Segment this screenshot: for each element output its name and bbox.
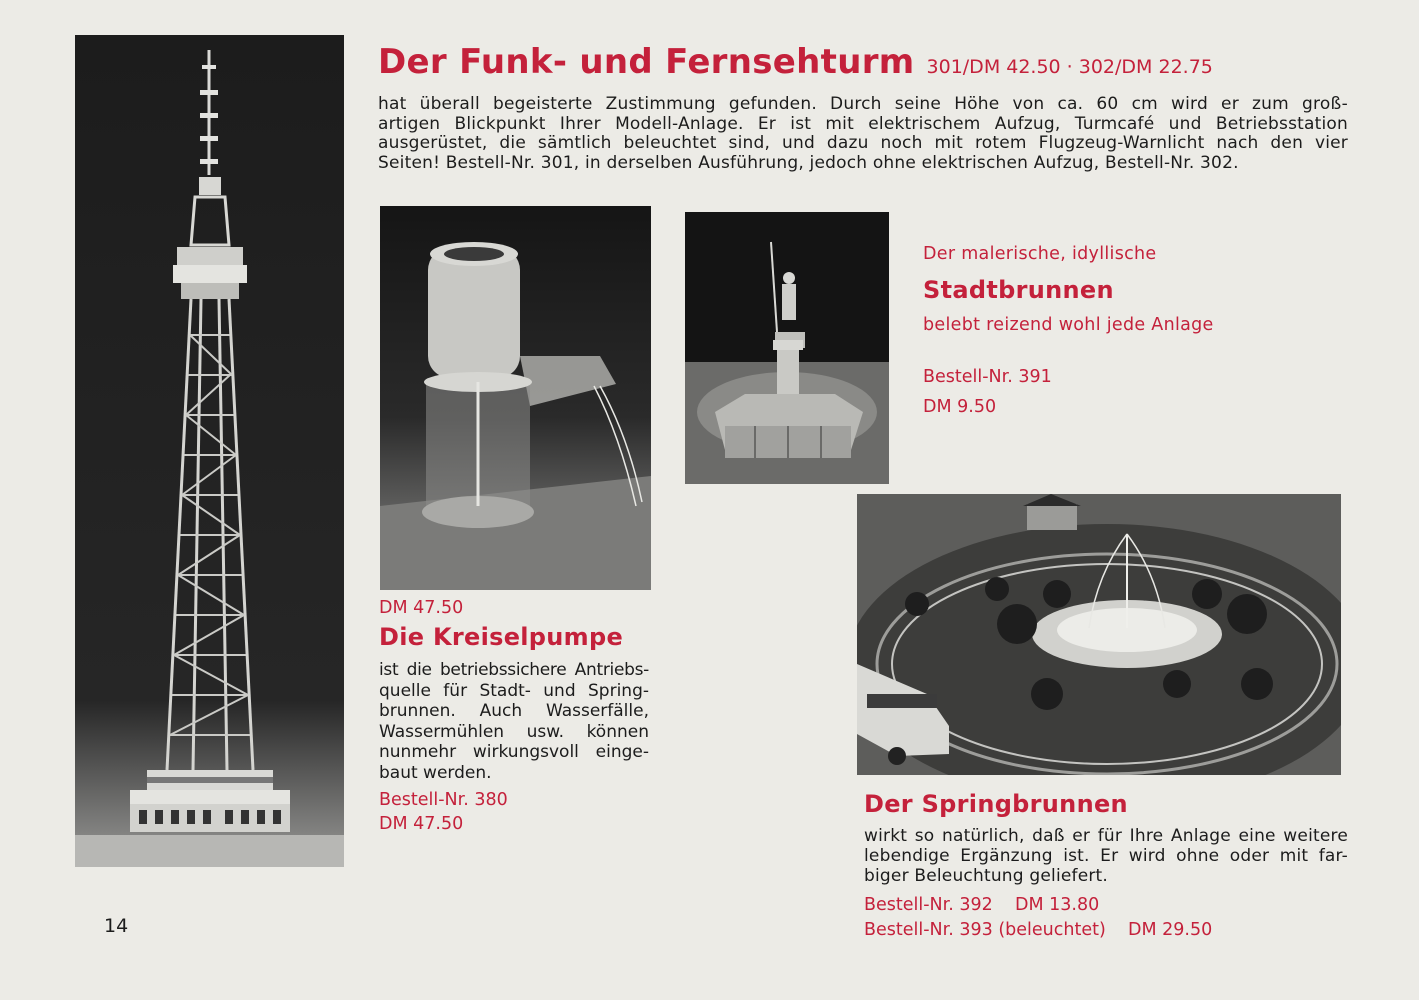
layout-fountain-illustration: [857, 494, 1341, 775]
stadtbrunnen-title: Stadtbrunnen: [923, 276, 1114, 304]
tower-illustration: [75, 35, 344, 867]
springbrunnen-line: lebendige Ergänzung ist. Er wird ohne oder mit far-: [864, 846, 1348, 866]
stadtbrunnen-photo: [685, 212, 889, 484]
tower-heading: [378, 42, 1213, 82]
kreiselpumpe-order-number: Bestell-Nr. 380: [379, 790, 508, 810]
kreiselpumpe-line: baut werden.: [379, 762, 492, 783]
springbrunnen-line: biger Beleuchtung geliefert.: [864, 866, 1109, 886]
tower-description-line: hat überall begeisterte Zustimmung gefunden. Durch seine Höhe von ca. 60 cm wird er zum groß-: [378, 94, 1348, 114]
tower-description-line: artigen Blickpunkt Ihrer Modell-Anlage. Er ist mit elektrischem Aufzug, Turmcafé und Betriebsstation: [378, 113, 1348, 134]
springbrunnen-description: [864, 826, 1348, 886]
tower-description-line: Seiten! Bestell-Nr. 301, in derselben Ausführung, jedoch ohne elektrischen Aufzug, Bestell-Nr. 302.: [378, 152, 1239, 173]
kreiselpumpe-description: [379, 660, 649, 783]
kreiselpumpe-line: brunnen. Auch Wasserfälle,: [379, 701, 649, 721]
tower-title: Der Funk- und Fernsehturm: [378, 42, 915, 82]
page-number: 14: [104, 915, 129, 937]
springbrunnen-line: wirkt so natürlich, daß er für Ihre Anlage eine weitere: [864, 826, 1348, 846]
springbrunnen-order-393: Bestell-Nr. 393 (beleuchtet) DM 29.50: [864, 920, 1213, 940]
tower-prices: 301/DM 42.50 · 302/DM 22.75: [926, 56, 1213, 78]
stadtbrunnen-subtitle: belebt reizend wohl jede Anlage: [923, 315, 1214, 335]
pump-illustration: [380, 206, 651, 590]
kreiselpumpe-line: quelle für Stadt- und Spring-: [379, 680, 649, 701]
tower-description: [378, 95, 1348, 173]
kreiselpumpe-caption-price: DM 47.50: [379, 598, 464, 618]
tower-photo: [75, 35, 344, 867]
stadtbrunnen-order-number: Bestell-Nr. 391: [923, 367, 1052, 387]
tower-description-line: ausgerüstet, die sämtlich beleuchtet sind, und dazu noch mit rotem Flugzeug-Warnlicht nach den vier: [378, 133, 1348, 153]
kreiselpumpe-title: Die Kreiselpumpe: [379, 623, 624, 651]
springbrunnen-order-392: Bestell-Nr. 392 DM 13.80: [864, 895, 1100, 915]
stadtbrunnen-price: DM 9.50: [923, 397, 997, 417]
springbrunnen-photo: [857, 494, 1341, 775]
springbrunnen-title: Der Springbrunnen: [864, 790, 1128, 818]
kreiselpumpe-price: DM 47.50: [379, 814, 464, 834]
kreiselpumpe-line: nunmehr wirkungsvoll einge-: [379, 742, 649, 762]
town-fountain-illustration: [685, 212, 889, 484]
kreiselpumpe-line: ist die betriebssichere Antriebs-: [379, 660, 649, 680]
kreiselpumpe-line: Wassermühlen usw. können: [379, 721, 649, 742]
kreiselpumpe-photo: [380, 206, 651, 590]
stadtbrunnen-intro: Der malerische, idyllische: [923, 244, 1157, 264]
